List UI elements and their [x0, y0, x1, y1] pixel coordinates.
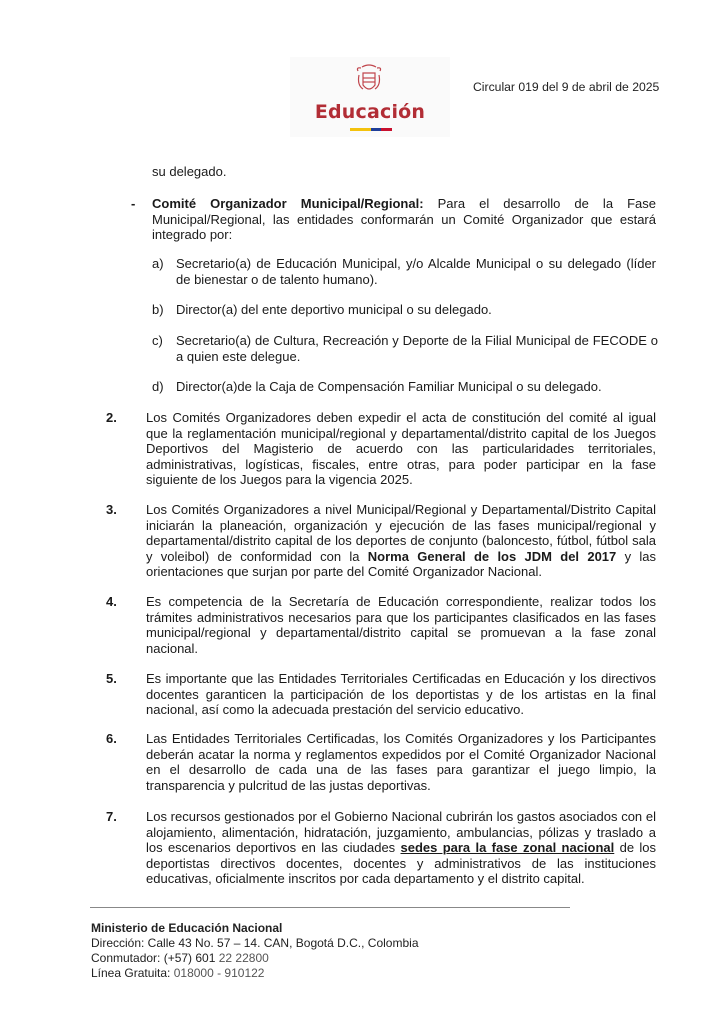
committee-item: Secretario(a) de Educación Municipal, y/o Alcalde Municipal o su delegado (líder de bienestar o de talento humano). [176, 256, 656, 287]
logo-text: Educación [314, 101, 426, 123]
committee-item-label: c) [152, 333, 163, 348]
numbered-paragraph [146, 502, 656, 580]
paragraph-text: Los recursos gestionados por el Gobierno Nacional cubrirán los gastos asociados con el alojamiento, alimentación, hidratación, juzgamiento, ambulancias, pólizas y traslado a los escenarios deportivos en las ciudades [146, 809, 656, 856]
numbered-paragraph: Es competencia de la Secretaría de Educación correspondiente, realizar todos los trámites administrativos necesarios para que los participantes clasificados en las fases municipal/regional y departamental/distrito capital se promuevan a la fase zonal nacional. [146, 594, 656, 656]
footer-divider [90, 907, 570, 908]
numbered-paragraph: Las Entidades Territoriales Certificadas, los Comités Organizadores y los Participantes deberán acatar la norma y reglamentos expedidos por el Comité Organizador Nacional en el desarrollo de cada una de las fases para garantizar el juego limpio, la transparencia y pulcritud de las justas deportivas. [146, 731, 656, 793]
education-logo [290, 57, 450, 137]
committee-item: Director(a)de la Caja de Compensación Familiar Municipal o su delegado. [176, 379, 602, 394]
committee-item-label: b) [152, 302, 164, 317]
phone-value: 22 22800 [218, 951, 269, 965]
continuation-text: su delegado. [152, 164, 227, 179]
footer-phone [91, 951, 419, 966]
committee-item-label: d) [152, 379, 164, 394]
paragraph-text: y las orientaciones que surjan por parte del Comité Organizador Nacional. [146, 548, 656, 580]
bullet-marker: - [131, 196, 136, 211]
coat-of-arms-icon [354, 63, 384, 97]
item-number: 2. [106, 410, 117, 425]
footer-address: Dirección: Calle 43 No. 57 – 14. CAN, Bogotá D.C., Colombia [91, 936, 419, 950]
footer [91, 921, 419, 981]
footer-toll-free [91, 966, 419, 981]
numbered-paragraph: Los Comités Organizadores deben expedir el acta de constitución del comité al igual que la reglamentación municipal/regional y departamental/distrito capital de los Juegos Deportivos del Magisterio de acuerdo con las particularidades territoriales, administrativas, logísticas, fiscales, entre otras, para poder participar en la fase siguiente de los Juegos para la vigencia 2025. [146, 410, 656, 488]
phone-label: Conmutador: (+57) 601 [91, 951, 219, 965]
item-number: 4. [106, 594, 117, 609]
item-number: 3. [106, 502, 117, 517]
numbered-paragraph: Es importante que las Entidades Territoriales Certificadas en Educación y los directivos docentes garanticen la participación de los deportistas y de los artistas en la final nacional, así como la adecuada prestación del servicio educativo. [146, 671, 656, 718]
item-number: 5. [106, 671, 117, 686]
paragraph-text: de los deportistas directivos docentes, docentes y administrativos de las instituciones educativas, oficialmente inscritos por cada departamento y el distrito capital. [146, 840, 656, 887]
numbered-paragraph [146, 809, 656, 887]
committee-paragraph [152, 196, 656, 243]
flag-stripe [350, 128, 392, 131]
toll-value: 018000 - 910122 [173, 966, 265, 980]
toll-label: Línea Gratuita: [91, 966, 174, 980]
committee-item: Director(a) del ente deportivo municipal o su delegado. [176, 302, 492, 317]
committee-item: Secretario(a) de Cultura, Recreación y Deporte de la Filial Municipal de FECODE o a quien este delegue. [176, 333, 658, 364]
committee-text: Para el desarrollo de la Fase Municipal/Regional, las entidades conformarán un Comité Organizador que estará integrado por: [152, 196, 657, 243]
footer-org: Ministerio de Educación Nacional [91, 921, 283, 935]
circular-reference: Circular 019 del 9 de abril de 2025 [473, 80, 660, 94]
item-number: 6. [106, 731, 117, 746]
norma-general-reference: Norma General de los JDM del 2017 [367, 548, 617, 564]
committee-item-label: a) [152, 256, 164, 271]
item-number: 7. [106, 809, 117, 824]
committee-title: Comité Organizador Municipal/Regional: [152, 196, 424, 211]
paragraph-text: Los Comités Organizadores a nivel Municipal/Regional y Departamental/Distrito Capital iniciarán la planeación, organización y ejecución de las fases municipal/regional y departamental/distrito capital de los deportes de conjunto (baloncesto, fútbol, fútbol sala y voleibol) de conformidad con la [146, 502, 656, 564]
sedes-fase-zonal-emphasis: sedes para la fase zonal nacional [400, 840, 615, 856]
